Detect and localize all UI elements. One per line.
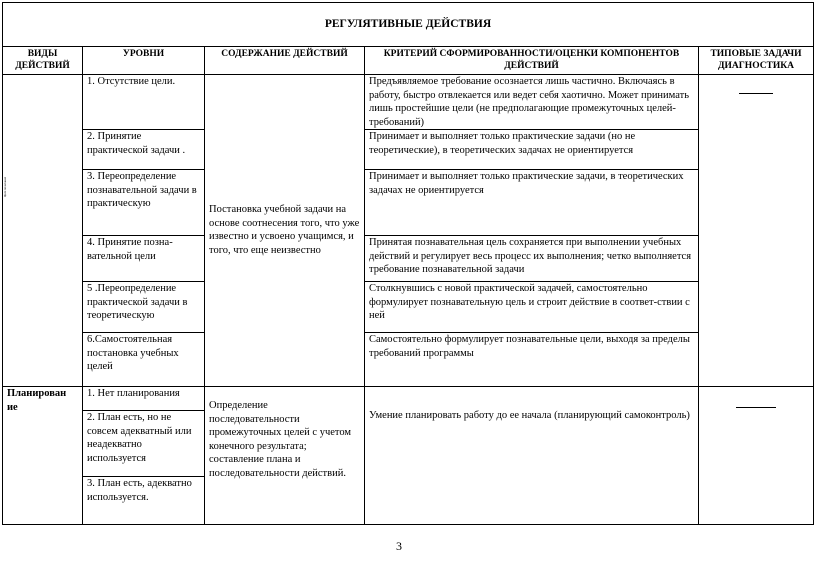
level-cell: 1. Отсутствие цели. xyxy=(83,75,205,130)
criterion-cell: Самостоятельно формулирует познавательные цели, выходя за пределы требований программы xyxy=(365,333,699,387)
planning-criterion: Умение планировать работу до ее начала (планирующий самоконтроль) xyxy=(369,410,690,421)
criterion-cell: Столкнувшись с новой практической задачей, самостоятельно формулирует познавательную цель и строит действие в соответ-ствии с ней xyxy=(365,282,699,333)
level-cell: 3. План есть, адекватно используется. xyxy=(83,477,205,525)
header-levels: УРОВНИ xyxy=(83,47,205,75)
planning-content-cell xyxy=(205,387,365,525)
level-cell: 5 .Переопределение практической задачи в теоретическую xyxy=(83,282,205,333)
table-title: РЕГУЛЯТИВНЫЕ ДЕЙСТВИЯ xyxy=(3,3,814,47)
header-content: СОДЕРЖАНИЕ ДЕЙСТВИЙ xyxy=(205,47,365,75)
goal-setting-type-label: Целе полагание xyxy=(3,176,8,198)
header-tasks: ТИПОВЫЕ ЗАДАЧИ ДИАГНОСТИКА xyxy=(699,47,814,75)
level-cell: 1. Нет планирования xyxy=(83,387,205,411)
level-cell: 4. Принятие позна-вательной цели xyxy=(83,236,205,282)
goal-setting-content-cell xyxy=(205,75,365,387)
page-number: 3 xyxy=(396,539,402,553)
criterion-cell: Принимает и выполняет только практические задачи, в теоретических задачах не ориентируется xyxy=(365,170,699,236)
empty-task-dash xyxy=(736,407,776,408)
planning-task-cell xyxy=(699,387,814,525)
goal-setting-type-cell xyxy=(3,75,83,387)
criterion-cell: Предъявляемое требование осознается лишь частично. Включаясь в работу, быстро отвлекается или ведет себя хаотично. Может принимать лишь простейшие цели (не предполагающие промежуточных целей-требований) xyxy=(365,75,699,130)
level-cell: 6.Самостоятельная постановка учебных целей xyxy=(83,333,205,387)
header-types: ВИДЫ ДЕЙСТВИЙ xyxy=(3,47,83,75)
planning-content: Определение последовательности промежуточных целей с учетом конечного результата; составление плана и последовательности действий. xyxy=(209,400,352,479)
level-cell: 3. Переопределение познавательной задачи в практическую xyxy=(83,170,205,236)
empty-task-dash xyxy=(739,93,773,94)
header-criteria: КРИТЕРИЙ СФОРМИРОВАННОСТИ/ОЦЕНКИ КОМПОНЕНТОВ ДЕЙСТВИЙ xyxy=(365,47,699,75)
goal-setting-task-cell xyxy=(699,75,814,387)
level-cell: 2. Принятие практической задачи . xyxy=(83,130,205,170)
criterion-cell: Принимает и выполняет только практические задачи (но не теоретические), в теоретических задачах не ориентируется xyxy=(365,130,699,170)
goal-setting-content: Постановка учебной задачи на основе соотнесения того, что уже известно и усвоено учащимся, и того, что еще неизвестно xyxy=(209,204,360,256)
planning-criterion-cell xyxy=(365,387,699,525)
level-cell: 2. План есть, но не совсем адекватный или неадекватно используется xyxy=(83,411,205,477)
regulatory-actions-table xyxy=(2,2,814,525)
planning-type-cell xyxy=(3,387,83,525)
criterion-cell: Принятая познавательная цель сохраняется при выполнении учебных действий и регулирует весь процесс их выполнения; четко выполняется требование познавательной задачи xyxy=(365,236,699,282)
planning-type-label: Планирован ие xyxy=(7,388,67,413)
